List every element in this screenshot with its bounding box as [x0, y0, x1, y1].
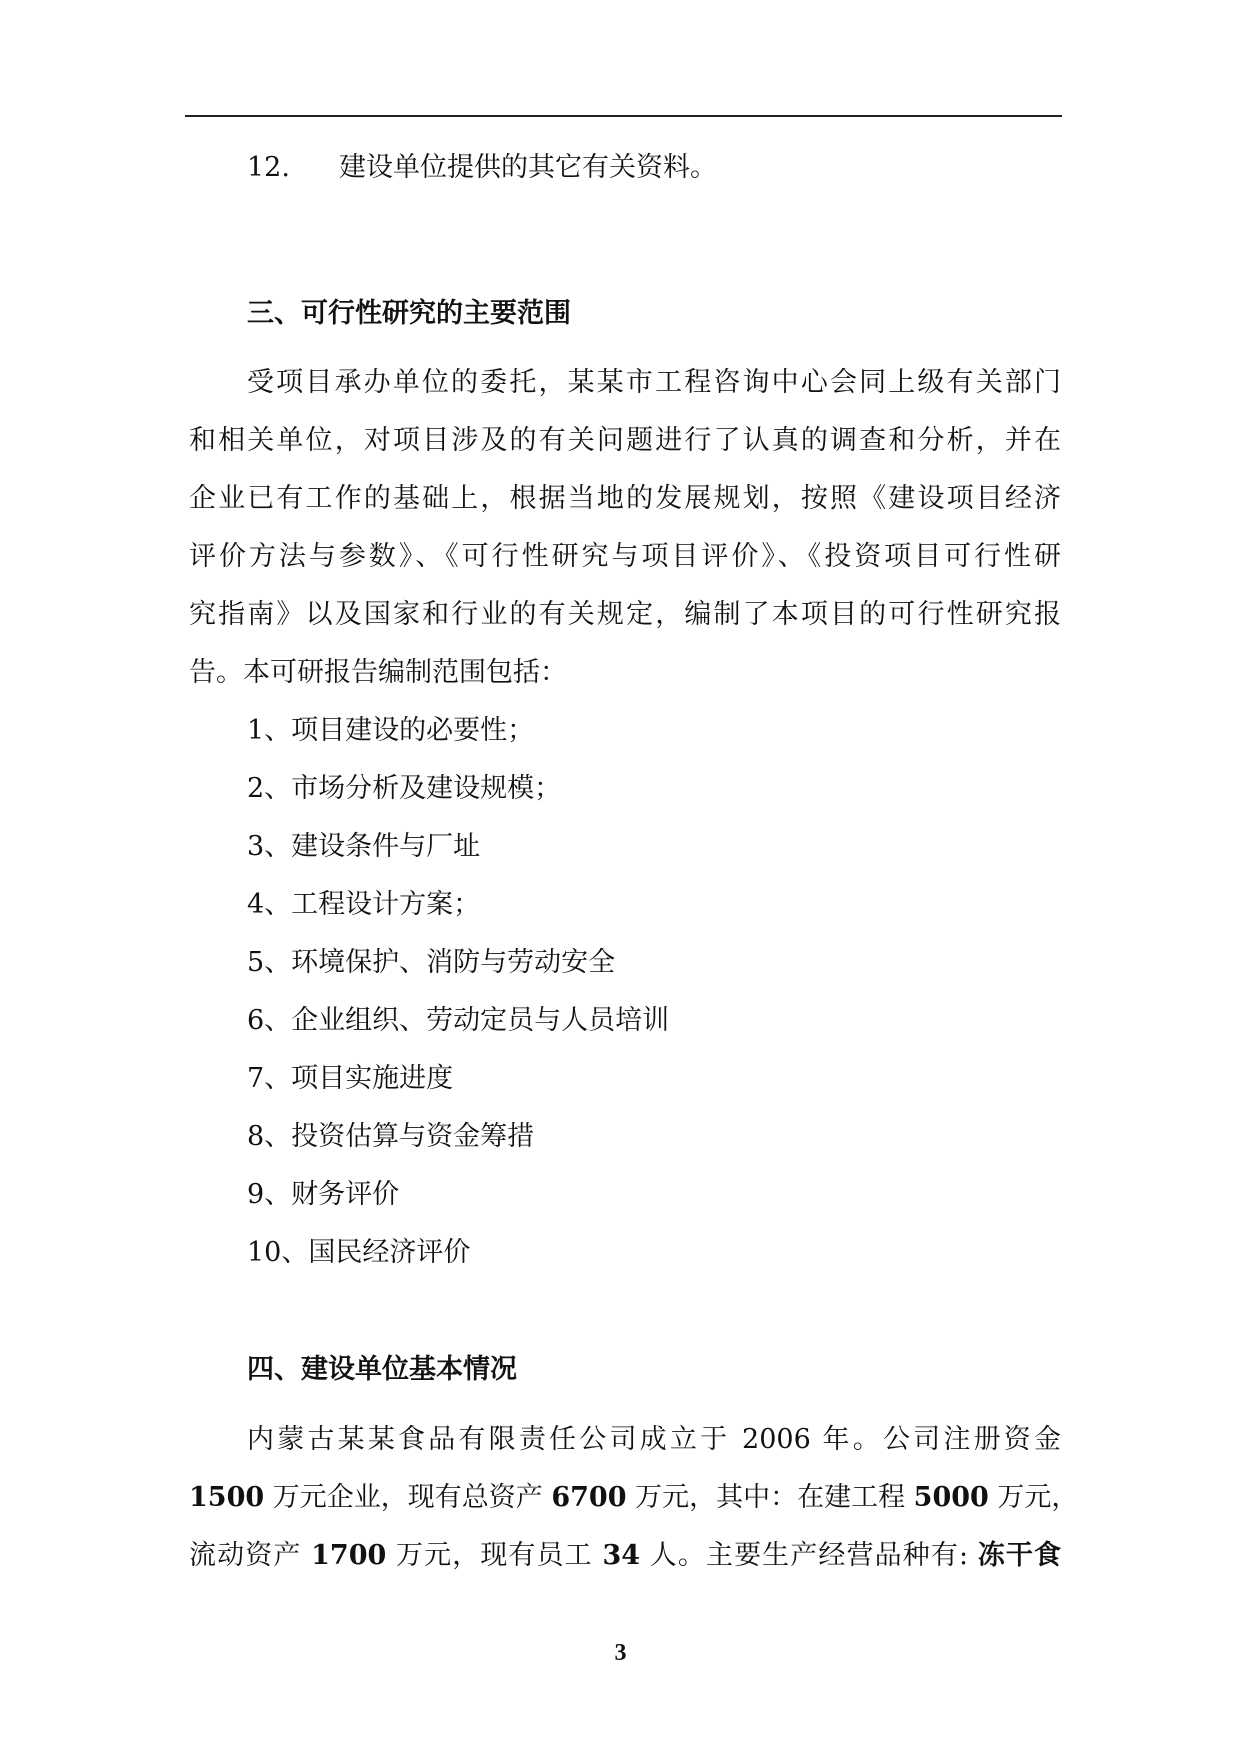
section-heading-scope: 三、可行性研究的主要范围 [247, 298, 571, 329]
list-item: 5、环境保护、消防与劳动安全 [247, 947, 616, 978]
paragraph-line: 内蒙古某某食品有限责任公司成立于 2006 年。公司注册资金 [247, 1424, 1061, 1455]
list-item: 2、市场分析及建设规模； [247, 773, 562, 804]
paragraph-line: 1500 万元企业，现有总资产 6700 万元，其中：在建工程 5000 万元， [189, 1482, 1079, 1513]
total-assets-value: 6700 [551, 1482, 627, 1513]
item-text: 建设单位提供的其它有关资料。 [339, 152, 717, 183]
paragraph-line: 和相关单位，对项目涉及的有关问题进行了认真的调查和分析，并在 [189, 425, 1061, 456]
registered-capital-value: 1500 [189, 1482, 265, 1513]
list-item-12 [247, 150, 1119, 186]
list-item: 3、建设条件与厂址 [247, 831, 481, 862]
paragraph-line: 企业已有工作的基础上，根据当地的发展规划，按照《建设项目经济 [189, 483, 1061, 514]
paragraph-line: 受项目承办单位的委托，某某市工程咨询中心会同上级有关部门 [247, 367, 1061, 398]
list-item: 7、项目实施进度 [247, 1063, 454, 1094]
list-item: 6、企业组织、劳动定员与人员培训 [247, 1005, 670, 1036]
page-number: 3 [614, 1640, 627, 1666]
list-item: 10、国民经济评价 [247, 1237, 471, 1268]
paragraph-line: 究指南》以及国家和行业的有关规定，编制了本项目的可行性研究报 [189, 599, 1061, 630]
construction-value: 5000 [913, 1482, 989, 1513]
employees-value: 34 [602, 1540, 641, 1571]
product-text: 冻干食 [977, 1540, 1061, 1571]
list-item: 8、投资估算与资金筹措 [247, 1121, 535, 1152]
current-assets-value: 1700 [311, 1540, 387, 1571]
paragraph-line: 评价方法与参数》、《可行性研究与项目评价》、《投资项目可行性研 [189, 541, 1061, 572]
paragraph-line: 流动资产 1700 万元，现有员工 34 人。主要生产经营品种有: 冻干食 [189, 1540, 1061, 1571]
paragraph-line: 告。本可研报告编制范围包括： [189, 657, 567, 688]
list-item: 9、财务评价 [247, 1179, 400, 1210]
item-number: 12. [247, 152, 290, 183]
section-heading-company: 四、建设单位基本情况 [247, 1354, 517, 1385]
list-item: 4、工程设计方案； [247, 889, 481, 920]
list-item: 1、项目建设的必要性； [247, 715, 535, 746]
header-rule [185, 115, 1062, 117]
